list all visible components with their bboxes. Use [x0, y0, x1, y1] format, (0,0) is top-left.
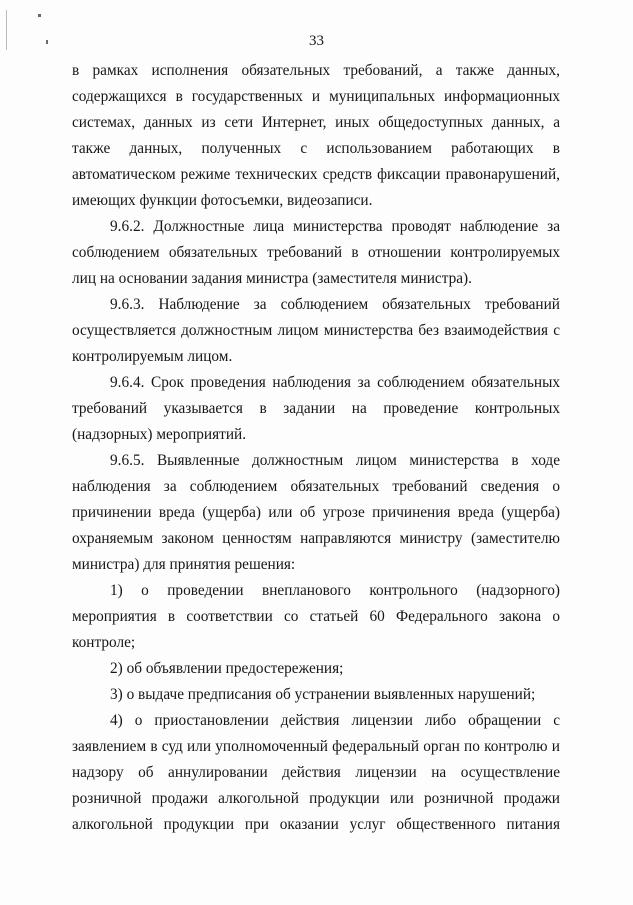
paragraph: 9.6.4. Срок проведения наблюдения за соблюдением обязательных требований указывается в задании на проведение контрольных (надзорных) мероприятий. [72, 374, 560, 443]
list-item: 3) о выдаче предписания об устранении выявленных нарушений; [110, 686, 536, 703]
list-item: 4) о приостановлении действия лицензии либо обращении с заявлением в суд или уполномоченный федеральный орган по контролю и надзору об аннулировании действия лицензии на осуществление розничной продажи алкогольной продукции или розничной продажи алкогольной продукции при оказании услуг общественного питания [72, 712, 560, 833]
paragraph: в рамках исполнения обязательных требований, а также данных, содержащихся в государственных и муниципальных информационных системах, данных из сети Интернет, иных общедоступных данных, а также данных, полученных с использованием работающих в автоматическом режиме технических средств фиксации правонарушений, имеющих функции фотосъемки, видеозаписи. [72, 62, 560, 209]
paragraph: 9.6.5. Выявленные должностным лицом министерства в ходе наблюдения за соблюдением обязательных требований сведения о причинении вреда (ущерба) или об угрозе причинения вреда (ущерба) охраняемым законом ценностям направляются министру (заместителю министра) для принятия решения: [72, 452, 560, 573]
document-body [72, 58, 560, 838]
scan-mark [38, 14, 41, 17]
list-item: 1) о проведении внепланового контрольного (надзорного) мероприятия в соответствии со статьей 60 Федерального закона о контроле; [72, 582, 560, 651]
paragraph: 9.6.2. Должностные лица министерства проводят наблюдение за соблюдением обязательных требований в отношении контролируемых лиц на основании задания министра (заместителя министра). [72, 218, 560, 287]
paragraph: 9.6.3. Наблюдение за соблюдением обязательных требований осуществляется должностным лицом министерства без взаимодействия с контролируемым лицом. [72, 296, 560, 365]
list-item: 2) об объявлении предостережения; [110, 660, 344, 677]
page-number: 33 [309, 33, 324, 49]
